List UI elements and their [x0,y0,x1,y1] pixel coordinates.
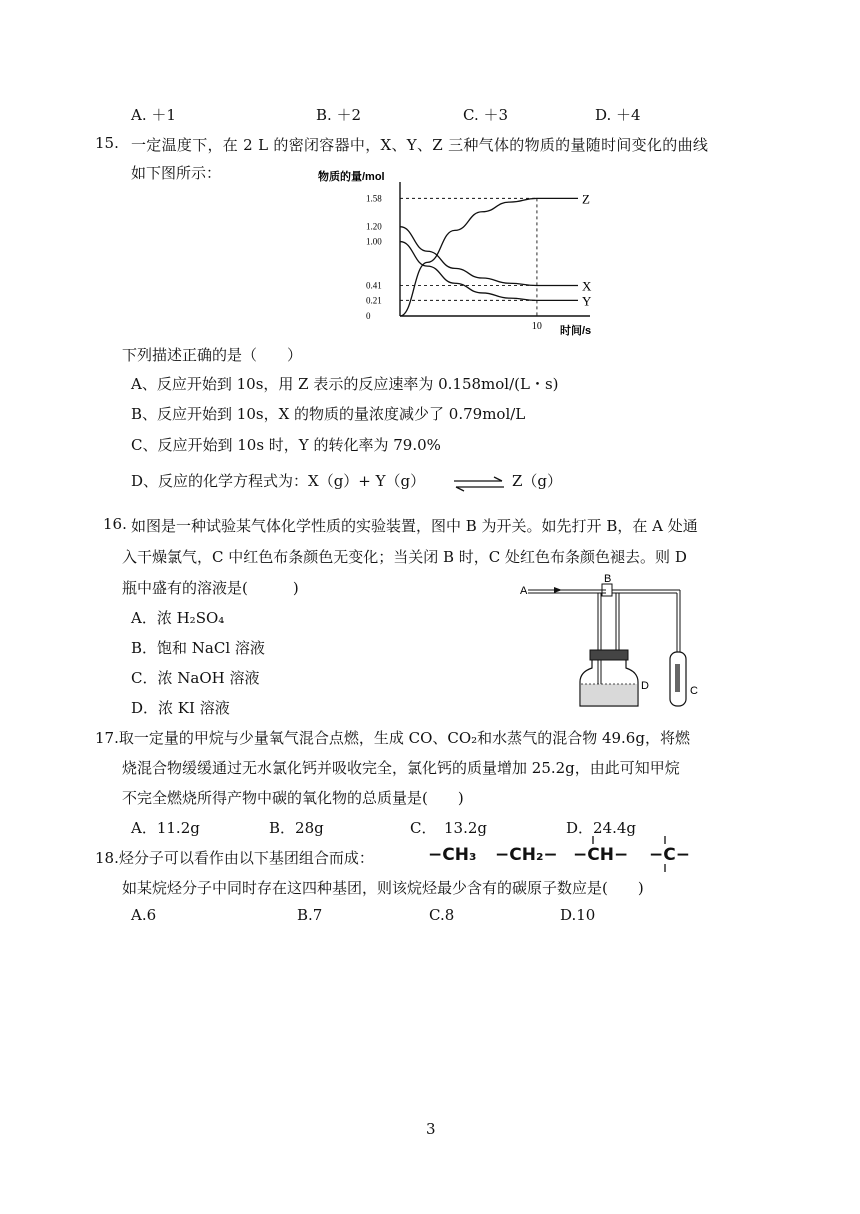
q15-number: 15. [95,134,119,152]
q15-option-c: C、反应开始到 10s 时，Y 的转化率为 79.0% [131,436,441,454]
group-ch: −CH− [573,845,629,865]
label-a: A [520,585,528,597]
series-line-x [400,227,578,286]
q15-option-d-product: Z（g） [512,472,563,490]
bottle-liquid [581,684,637,705]
label-d: D [641,680,649,692]
group-bond-marks [560,836,690,872]
q18-line2: 如某烷烃分子中同时存在这四种基团，则该烷烃最少含有的碳原子数应是( ) [122,879,644,897]
y-tick-label: 0.41 [366,280,382,291]
q15-chart [318,168,620,340]
group-ch3: −CH₃ [428,845,477,865]
x-tick-label: 10 [531,321,542,332]
q15-stem-line1: 一定温度下，在 2 L 的密闭容器中，X、Y、Z 三种气体的物质的量随时间变化的曲线 [131,136,709,154]
y-tick-label: 0.21 [366,295,382,306]
group-c: −C− [649,845,690,865]
q17-option-a: A．11.2g [131,819,200,837]
q15-option-a: A、反应开始到 10s，用 Z 表示的反应速率为 0.158mol/(L・s) [131,375,559,393]
q17-option-c: C． 13.2g [410,819,487,837]
chart-ylabel: 物质的量/mol [318,171,385,183]
y-tick-label: 1.00 [366,236,382,247]
q17-option-b: B．28g [269,819,324,837]
q14-option-c: C. ＋3 [463,106,509,124]
q15-question: 下列描述正确的是（ ） [122,346,303,364]
label-b: B [604,573,612,585]
q16-option-d: D．浓 KI 溶液 [131,699,230,717]
q14-option-a: A. ＋1 [131,106,176,124]
chart-xlabel: 时间/s [560,325,592,337]
series-line-y [400,242,578,301]
q17-line3: 不完全燃烧所得产物中碳的氧化物的总质量是( ) [122,789,464,807]
equilibrium-arrow-icon [452,476,506,492]
series-label-x: X [582,278,592,294]
q16-line2: 入干燥氯气，C 中红色布条颜色无变化；当关闭 B 时，C 处红色布条颜色褪去。则 D [122,548,687,566]
bottle-stopper [590,650,628,660]
q16-line1: 如图是一种试验某气体化学性质的实验装置，图中 B 为开关。如先打开 B，在 A 处通 [131,517,698,535]
q16-option-b: B．饱和 NaCl 溶液 [131,639,265,657]
q15-option-b: B、反应开始到 10s，X 的物质的量浓度减少了 0.79mol/L [131,405,526,423]
label-c: C [690,685,698,697]
q17-option-d: D．24.4g [566,819,637,837]
gas-apparatus-diagram [518,572,728,712]
page-number: 3 [426,1120,436,1138]
q14-option-d: D. ＋4 [595,106,641,124]
q16-option-a: A．浓 H₂SO₄ [131,609,225,627]
q18-option-a: A.6 [131,906,157,924]
y-tick-label: 1.20 [366,221,382,232]
q18-option-b: B.7 [297,906,323,924]
q17-line1: 17.取一定量的甲烷与少量氧气混合点燃，生成 CO、CO₂和水蒸气的混合物 49.6g，将燃 [95,729,690,747]
y-tick-label: 0 [366,311,371,321]
group-ch2: −CH₂− [495,845,558,865]
q18-line1: 18.烃分子可以看作由以下基团组合而成： [95,849,374,867]
cloth-strip [675,664,680,692]
q17-line2: 烧混合物缓缓通过无水氯化钙并吸收完全，氯化钙的质量增加 25.2g，由此可知甲烷 [122,759,680,777]
q15-option-d: D、反应的化学方程式为：X（g）+ Y（g） [131,472,426,490]
series-label-z: Z [582,191,590,207]
q14-option-b: B. ＋2 [316,106,362,124]
q16-option-c: C．浓 NaOH 溶液 [131,669,260,687]
series-label-y: Y [582,293,592,309]
y-tick-label: 1.58 [366,193,382,204]
q15-stem-line2: 如下图所示： [131,164,222,182]
q16-line3: 瓶中盛有的溶液是( ) [122,579,299,597]
q18-option-d: D.10 [560,906,596,924]
q16-number: 16. [103,515,127,533]
series-line-z [400,198,578,316]
q18-option-c: C.8 [429,906,455,924]
